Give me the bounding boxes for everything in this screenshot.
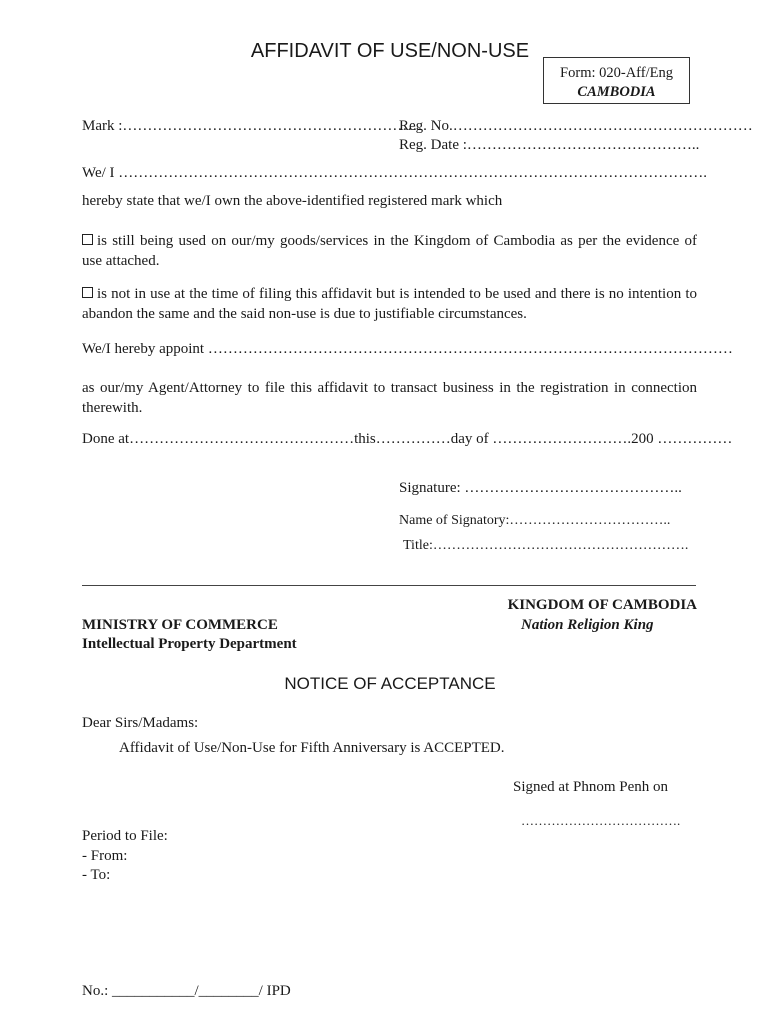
nonuse-checkbox[interactable] [82,287,93,298]
agent-paragraph: as our/my Agent/Attorney to file this affidavit to transact business in the registration in connection therewith. [82,380,697,416]
document-number: No.: ___________/________/ IPD [82,983,291,999]
signature-field[interactable]: Signature: …………………………………….. [399,480,682,496]
signed-date-field[interactable]: ………………………………. [521,813,681,828]
department-heading: Intellectual Property Department [82,636,297,652]
kingdom-heading: KINGDOM OF CAMBODIA [507,597,697,613]
appoint-field[interactable]: We/I hereby appoint …………………………………………………………………………………………… [82,341,733,357]
signatory-title-field[interactable]: Title:………………………………………………. [403,538,689,553]
period-label: Period to File: [82,828,168,844]
ownership-statement: hereby state that we/I own the above-identified registered mark which [82,193,503,209]
reg-no-field[interactable]: Reg. No.…………………………………………………… [399,118,753,134]
section-divider [82,585,696,586]
option-use-text: is still being used on our/my goods/services in the Kingdom of Cambodia as per the evidence of use attached. [82,233,697,269]
option-nonuse-text: is not in use at the time of filing this affidavit but is intended to be used and there is no intention to abandon the same and the said non-use is due to justifiable circumstances. [82,286,697,322]
mark-field[interactable]: Mark :…………………………………………………… [82,118,423,134]
acceptance-statement: Affidavit of Use/Non-Use for Fifth Anniversary is ACCEPTED. [119,740,505,756]
period-from: - From: [82,848,128,864]
salutation: Dear Sirs/Madams: [82,715,199,731]
period-to: - To: [82,867,111,883]
form-country: CAMBODIA [577,84,656,100]
signed-at: Signed at Phnom Penh on [513,779,669,795]
signatory-name-field[interactable]: Name of Signatory:…………………………….. [399,513,671,528]
ministry-heading: MINISTRY OF COMMERCE [82,617,278,633]
national-motto: Nation Religion King [521,617,654,633]
form-code: Form: 020-Aff/Eng [560,65,673,81]
notice-title: NOTICE OF ACCEPTANCE [284,674,496,693]
reg-date-field[interactable]: Reg. Date :……………………………………….. [399,137,700,153]
page-title: AFFIDAVIT OF USE/NON-USE [250,40,530,62]
option-nonuse [82,285,697,324]
form-code-box [543,57,690,104]
we-i-field[interactable]: We/ I ………………………………………………………………………………………………………. [82,165,708,181]
option-use [82,232,697,271]
use-checkbox[interactable] [82,234,93,245]
done-at-field[interactable]: Done at………………………………………this……………day of ……………………….200 …………… [82,431,733,447]
